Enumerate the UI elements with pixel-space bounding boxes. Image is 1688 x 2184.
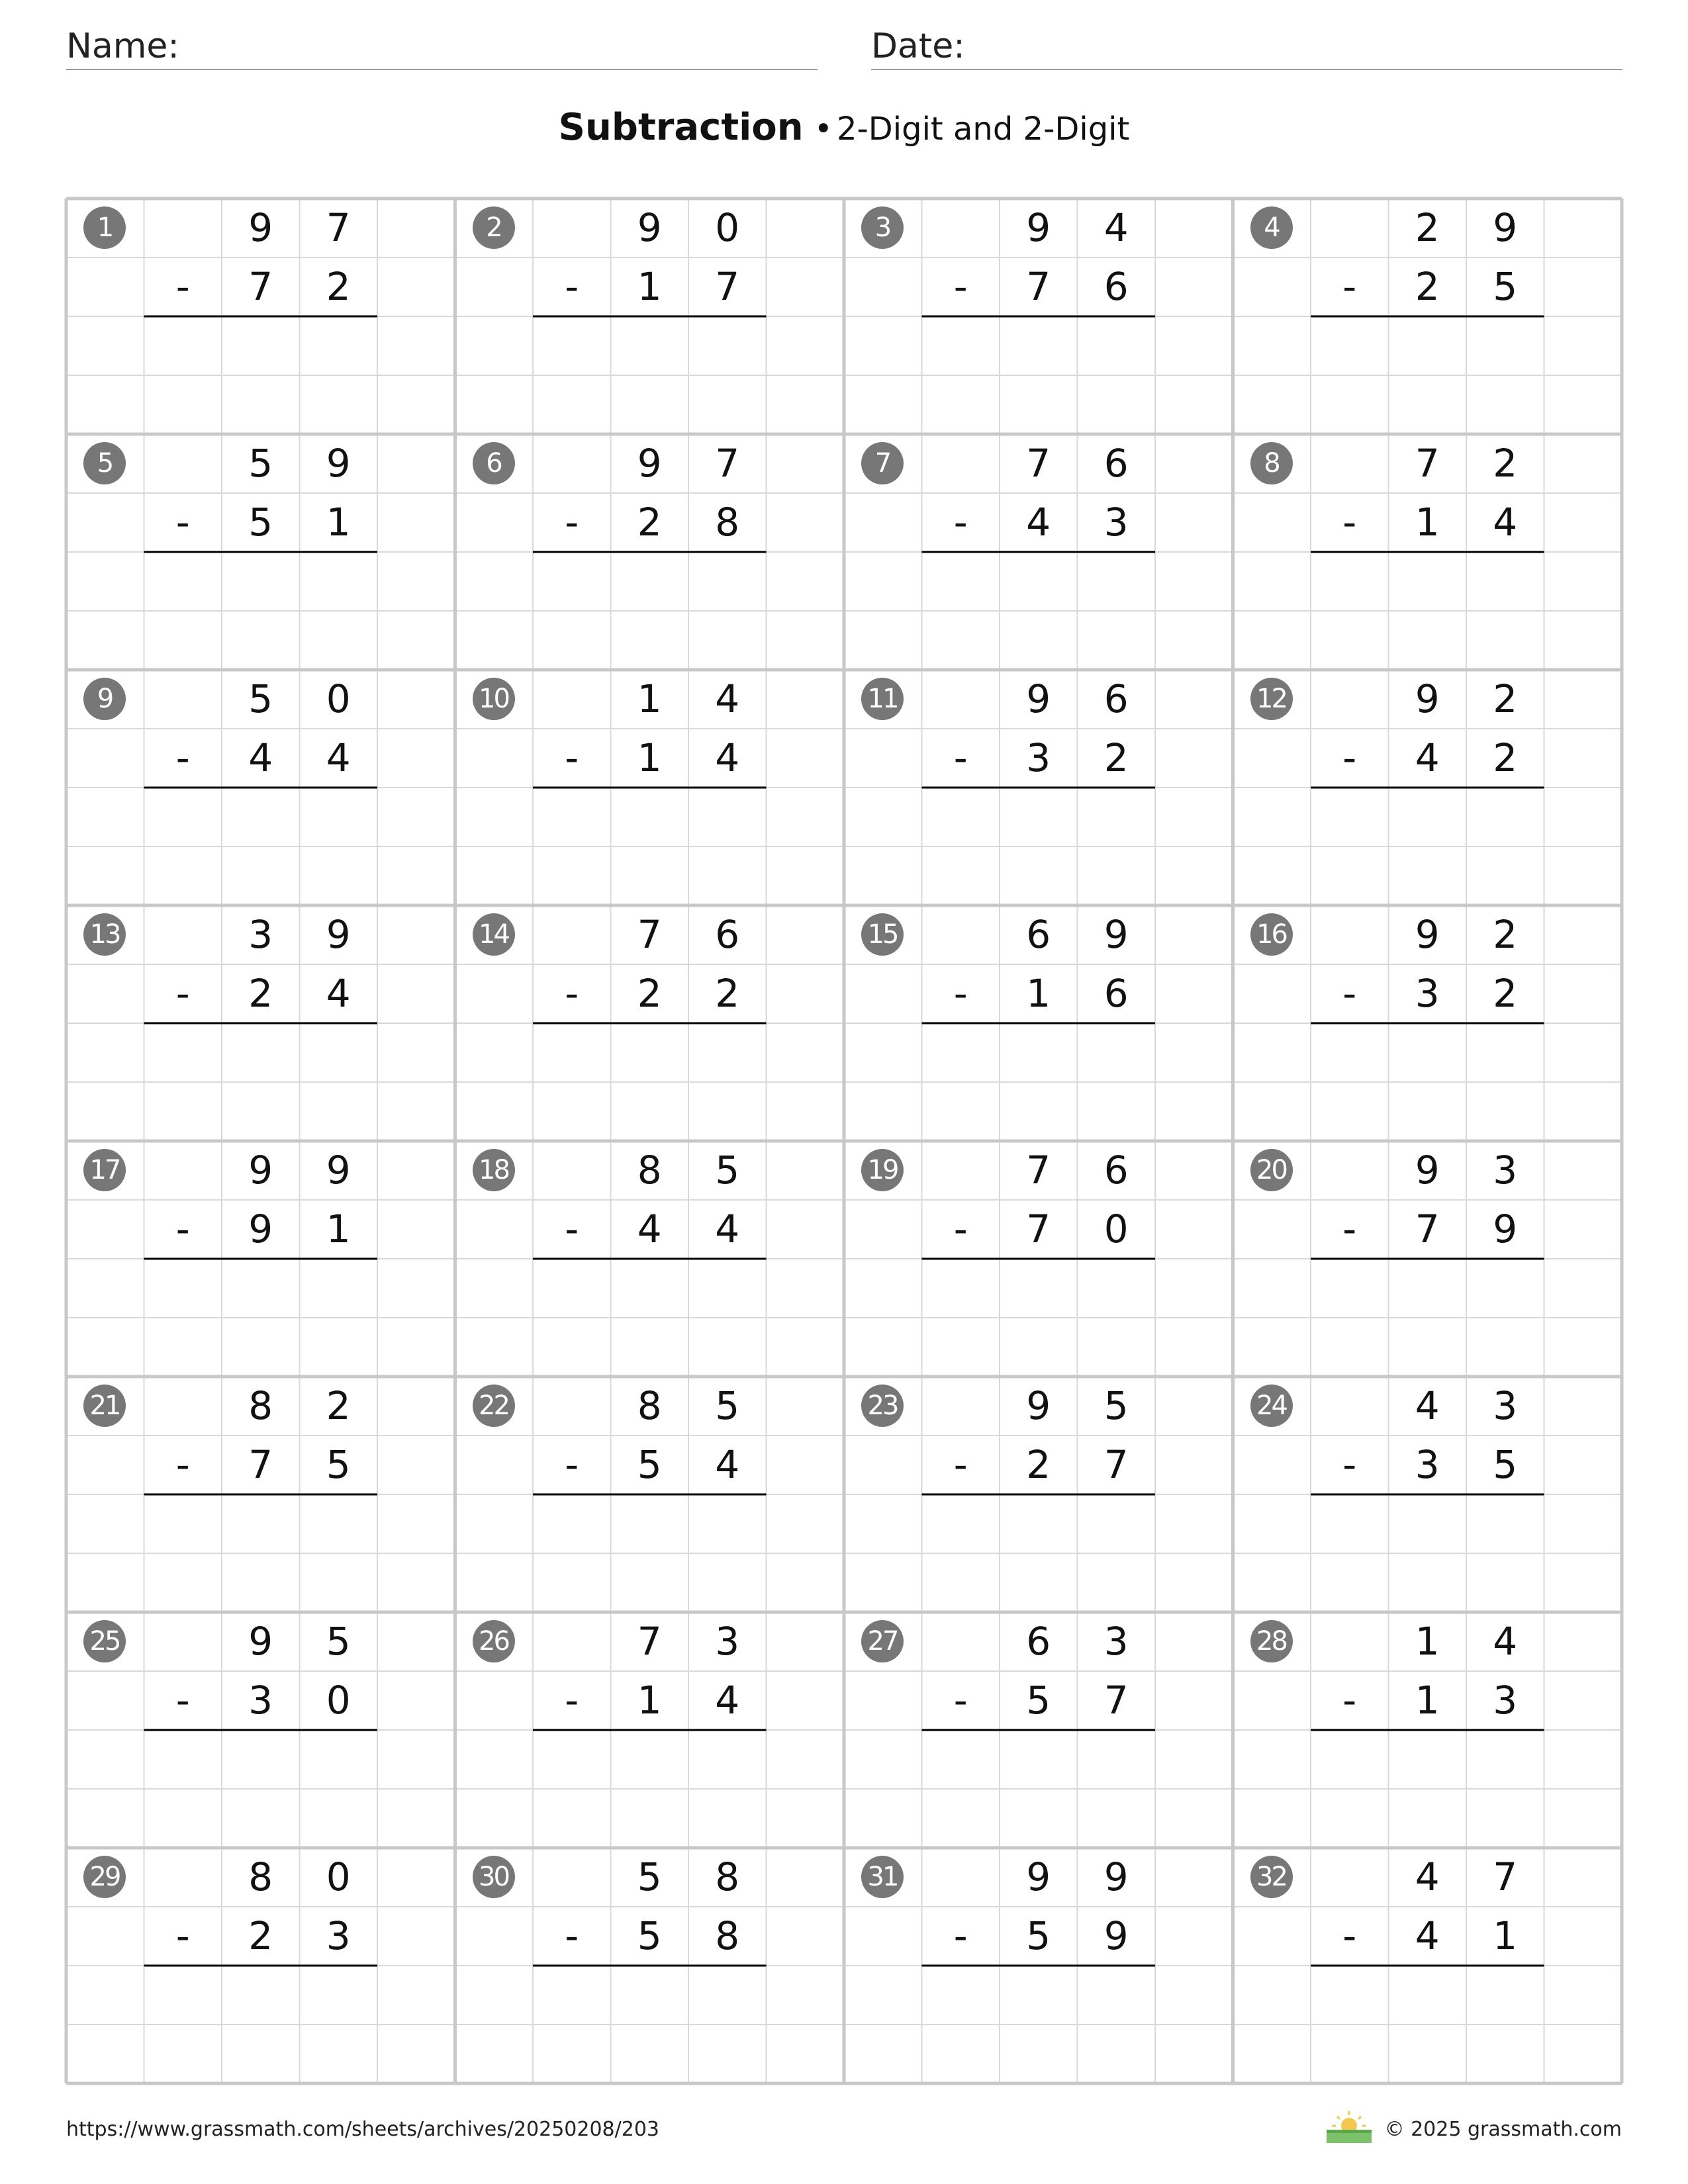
subtrahend-tens-digit: 7 <box>248 264 273 309</box>
minuend-ones-digit: 5 <box>1103 1383 1129 1428</box>
subtrahend-tens-digit: 4 <box>637 1206 662 1251</box>
minuend-ones-digit: 2 <box>326 1383 351 1428</box>
problem-cell <box>66 670 455 905</box>
minuend-tens-digit: 5 <box>637 1854 662 1899</box>
minuend-ones-digit: 9 <box>1493 205 1518 250</box>
subtrahend-ones-digit: 7 <box>1103 1442 1129 1487</box>
subtrahend-ones-digit: 2 <box>715 971 740 1016</box>
minus-sign: - <box>1342 971 1357 1016</box>
answer-area[interactable] <box>922 788 1156 846</box>
minuend-tens-digit: 9 <box>637 441 662 486</box>
subtrahend-tens-digit: 7 <box>248 1442 273 1487</box>
problem-cell <box>66 1612 455 1848</box>
problem-number-badge: 25 <box>83 1620 126 1662</box>
minuend-ones-digit: 8 <box>715 1854 740 1899</box>
minus-sign: - <box>1342 735 1357 780</box>
minuend-ones-digit: 6 <box>715 912 740 957</box>
subtrahend-tens-digit: 5 <box>1026 1678 1051 1723</box>
minuend-tens-digit: 9 <box>1026 676 1051 721</box>
subtrahend-tens-digit: 2 <box>1415 264 1440 309</box>
minuend-tens-digit: 7 <box>1026 441 1051 486</box>
subtrahend-tens-digit: 3 <box>1415 971 1440 1016</box>
subtrahend-ones-digit: 4 <box>715 735 740 780</box>
problem-number-badge: 2 <box>473 206 515 249</box>
subtrahend-ones-digit: 4 <box>715 1206 740 1251</box>
minuend-tens-digit: 4 <box>1415 1383 1440 1428</box>
minuend-ones-digit: 9 <box>1103 912 1129 957</box>
answer-area[interactable] <box>144 552 378 611</box>
subtrahend-ones-digit: 6 <box>1103 971 1129 1016</box>
problem-cell <box>455 1612 845 1848</box>
minuend-ones-digit: 9 <box>1103 1854 1129 1899</box>
subtrahend-ones-digit: 1 <box>326 500 351 545</box>
minus-sign: - <box>175 1442 190 1487</box>
minuend-ones-digit: 0 <box>326 1854 351 1899</box>
subtrahend-tens-digit: 3 <box>248 1678 273 1723</box>
problem-number-badge: 32 <box>1250 1856 1293 1898</box>
problem-cell <box>455 670 845 905</box>
problem-cell <box>455 434 845 670</box>
minus-sign: - <box>1342 1442 1357 1487</box>
minuend-ones-digit: 0 <box>715 205 740 250</box>
answer-area[interactable] <box>144 1023 378 1082</box>
answer-area[interactable] <box>144 1966 378 2025</box>
problem-cell <box>1233 905 1622 1141</box>
footer-copyright: © 2025 grassmath.com <box>1384 2118 1622 2141</box>
problem-number-badge: 1 <box>83 206 126 249</box>
problem-cell <box>455 1141 845 1377</box>
problem-cell <box>455 1848 845 2083</box>
answer-area[interactable] <box>533 1730 767 1789</box>
minus-sign: - <box>175 264 190 309</box>
minuend-tens-digit: 7 <box>1026 1148 1051 1193</box>
answer-area[interactable] <box>533 1966 767 2025</box>
subtrahend-ones-digit: 9 <box>1103 1913 1129 1958</box>
answer-area[interactable] <box>1311 552 1544 611</box>
problem-cell <box>66 199 455 434</box>
subtrahend-tens-digit: 1 <box>637 1678 662 1723</box>
problem-number-badge: 8 <box>1250 442 1293 484</box>
minus-sign: - <box>565 971 579 1016</box>
subtrahend-ones-digit: 1 <box>1493 1913 1518 1958</box>
problem-cell <box>66 1377 455 1612</box>
minuend-ones-digit: 3 <box>715 1619 740 1664</box>
subtrahend-ones-digit: 3 <box>326 1913 351 1958</box>
subtrahend-tens-digit: 2 <box>1026 1442 1051 1487</box>
subtrahend-ones-digit: 1 <box>326 1206 351 1251</box>
minuend-ones-digit: 5 <box>715 1383 740 1428</box>
minus-sign: - <box>953 500 968 545</box>
subtrahend-tens-digit: 3 <box>1026 735 1051 780</box>
problem-number-badge: 14 <box>473 913 515 956</box>
minus-sign: - <box>953 1678 968 1723</box>
minuend-ones-digit: 9 <box>326 1148 351 1193</box>
subtrahend-tens-digit: 2 <box>248 971 273 1016</box>
subtrahend-ones-digit: 0 <box>326 1678 351 1723</box>
subtrahend-ones-digit: 7 <box>715 264 740 309</box>
minuend-ones-digit: 6 <box>1103 1148 1129 1193</box>
answer-area[interactable] <box>922 1259 1156 1318</box>
minus-sign: - <box>953 264 968 309</box>
problem-cell <box>844 1612 1233 1848</box>
subtrahend-ones-digit: 2 <box>326 264 351 309</box>
problem-cell <box>1233 1141 1622 1377</box>
minuend-ones-digit: 6 <box>1103 676 1129 721</box>
subtrahend-tens-digit: 1 <box>637 735 662 780</box>
minuend-ones-digit: 2 <box>1493 676 1518 721</box>
subtrahend-tens-digit: 7 <box>1415 1206 1440 1251</box>
minuend-ones-digit: 4 <box>1493 1619 1518 1664</box>
problem-number-badge: 23 <box>861 1385 904 1427</box>
minus-sign: - <box>565 1913 579 1958</box>
minuend-tens-digit: 7 <box>637 1619 662 1664</box>
grass-sun-logo-icon <box>1325 2110 1373 2144</box>
answer-area[interactable] <box>922 1023 1156 1082</box>
problem-number-badge: 29 <box>83 1856 126 1898</box>
answer-area[interactable] <box>533 1023 767 1082</box>
minuend-ones-digit: 9 <box>326 441 351 486</box>
answer-area[interactable] <box>533 788 767 846</box>
problem-number-badge: 7 <box>861 442 904 484</box>
problem-cell <box>1233 199 1622 434</box>
minuend-tens-digit: 9 <box>1026 1854 1051 1899</box>
minus-sign: - <box>953 1206 968 1251</box>
subtrahend-ones-digit: 3 <box>1493 1678 1518 1723</box>
minuend-ones-digit: 0 <box>326 676 351 721</box>
minuend-tens-digit: 9 <box>248 1619 273 1664</box>
minuend-tens-digit: 9 <box>248 1148 273 1193</box>
subtrahend-tens-digit: 3 <box>1415 1442 1440 1487</box>
problem-cell <box>844 1141 1233 1377</box>
problem-number-badge: 4 <box>1250 206 1293 249</box>
minuend-tens-digit: 1 <box>637 676 662 721</box>
minuend-ones-digit: 4 <box>715 676 740 721</box>
minus-sign: - <box>953 971 968 1016</box>
problem-number-badge: 12 <box>1250 678 1293 720</box>
problem-cell <box>455 1377 845 1612</box>
problem-number-badge: 9 <box>83 678 126 720</box>
minuend-ones-digit: 7 <box>326 205 351 250</box>
minuend-tens-digit: 1 <box>1415 1619 1440 1664</box>
subtrahend-ones-digit: 3 <box>1103 500 1129 545</box>
problem-cell <box>66 434 455 670</box>
problem-number-badge: 10 <box>473 678 515 720</box>
minus-sign: - <box>953 1913 968 1958</box>
minuend-tens-digit: 5 <box>248 676 273 721</box>
minus-sign: - <box>175 1678 190 1723</box>
subtrahend-ones-digit: 5 <box>326 1442 351 1487</box>
minus-sign: - <box>565 1678 579 1723</box>
minus-sign: - <box>1342 1678 1357 1723</box>
subtrahend-tens-digit: 7 <box>1026 1206 1051 1251</box>
subtrahend-tens-digit: 5 <box>1026 1913 1051 1958</box>
answer-area[interactable] <box>922 1730 1156 1789</box>
minuend-ones-digit: 5 <box>326 1619 351 1664</box>
problem-number-badge: 24 <box>1250 1385 1293 1427</box>
minus-sign: - <box>175 500 190 545</box>
subtrahend-tens-digit: 5 <box>637 1913 662 1958</box>
minuend-tens-digit: 9 <box>1415 912 1440 957</box>
minuend-tens-digit: 8 <box>248 1383 273 1428</box>
subtrahend-tens-digit: 4 <box>1415 735 1440 780</box>
title-main: Subtraction <box>558 106 804 149</box>
problem-number-badge: 21 <box>83 1385 126 1427</box>
answer-area[interactable] <box>922 1966 1156 2025</box>
subtrahend-ones-digit: 6 <box>1103 264 1129 309</box>
problem-number-badge: 3 <box>861 206 904 249</box>
minus-sign: - <box>565 1206 579 1251</box>
answer-area[interactable] <box>1311 1494 1544 1553</box>
problem-cell <box>66 1141 455 1377</box>
minuend-tens-digit: 7 <box>1415 441 1440 486</box>
problem-cell <box>1233 1377 1622 1612</box>
minus-sign: - <box>1342 1206 1357 1251</box>
problem-cell <box>66 905 455 1141</box>
minuend-tens-digit: 3 <box>248 912 273 957</box>
minuend-tens-digit: 9 <box>1415 676 1440 721</box>
problem-number-badge: 20 <box>1250 1149 1293 1191</box>
subtrahend-ones-digit: 4 <box>326 971 351 1016</box>
problem-number-badge: 26 <box>473 1620 515 1662</box>
subtrahend-tens-digit: 7 <box>1026 264 1051 309</box>
minuend-ones-digit: 6 <box>1103 441 1129 486</box>
problem-cell <box>844 434 1233 670</box>
answer-area[interactable] <box>922 316 1156 375</box>
subtrahend-tens-digit: 2 <box>248 1913 273 1958</box>
minuend-tens-digit: 9 <box>1026 1383 1051 1428</box>
problem-cell <box>66 1848 455 2083</box>
problem-number-badge: 5 <box>83 442 126 484</box>
subtrahend-tens-digit: 4 <box>1415 1913 1440 1958</box>
answer-area[interactable] <box>1311 1730 1544 1789</box>
problem-number-badge: 19 <box>861 1149 904 1191</box>
subtrahend-tens-digit: 2 <box>637 971 662 1016</box>
problem-number-badge: 18 <box>473 1149 515 1191</box>
answer-area[interactable] <box>144 1730 378 1789</box>
answer-area[interactable] <box>144 1259 378 1318</box>
problem-number-badge: 31 <box>861 1856 904 1898</box>
problem-number-badge: 30 <box>473 1856 515 1898</box>
problem-number-badge: 28 <box>1250 1620 1293 1662</box>
minuend-ones-digit: 7 <box>715 441 740 486</box>
minus-sign: - <box>175 1913 190 1958</box>
minus-sign: - <box>953 735 968 780</box>
subtrahend-ones-digit: 2 <box>1493 735 1518 780</box>
minuend-tens-digit: 2 <box>1415 205 1440 250</box>
name-label: Name: <box>66 26 179 66</box>
minuend-ones-digit: 3 <box>1103 1619 1129 1664</box>
problem-number-badge: 15 <box>861 913 904 956</box>
problem-number-badge: 17 <box>83 1149 126 1191</box>
problem-cell <box>455 199 845 434</box>
subtrahend-ones-digit: 9 <box>1493 1206 1518 1251</box>
subtrahend-ones-digit: 5 <box>1493 264 1518 309</box>
subtrahend-ones-digit: 2 <box>1103 735 1129 780</box>
minuend-tens-digit: 8 <box>248 1854 273 1899</box>
problem-number-badge: 16 <box>1250 913 1293 956</box>
minus-sign: - <box>175 971 190 1016</box>
answer-area[interactable] <box>1311 1966 1544 2025</box>
subtrahend-ones-digit: 4 <box>715 1442 740 1487</box>
problem-cell <box>1233 1848 1622 2083</box>
problem-cell <box>844 1377 1233 1612</box>
minuend-ones-digit: 2 <box>1493 912 1518 957</box>
minus-sign: - <box>1342 264 1357 309</box>
subtrahend-ones-digit: 5 <box>1493 1442 1518 1487</box>
minuend-tens-digit: 9 <box>1415 1148 1440 1193</box>
problem-number-badge: 13 <box>83 913 126 956</box>
minuend-tens-digit: 6 <box>1026 1619 1051 1664</box>
minus-sign: - <box>565 500 579 545</box>
subtrahend-tens-digit: 4 <box>1026 500 1051 545</box>
answer-area[interactable] <box>922 552 1156 611</box>
subtrahend-tens-digit: 1 <box>1415 500 1440 545</box>
answer-area[interactable] <box>922 1494 1156 1553</box>
minuend-ones-digit: 7 <box>1493 1854 1518 1899</box>
title-separator: • <box>814 111 833 148</box>
minus-sign: - <box>175 1206 190 1251</box>
subtrahend-ones-digit: 7 <box>1103 1678 1129 1723</box>
footer-url: https://www.grassmath.com/sheets/archives/20250208/203 <box>66 2118 660 2141</box>
answer-area[interactable] <box>533 1259 767 1318</box>
subtrahend-ones-digit: 4 <box>1493 500 1518 545</box>
answer-area[interactable] <box>144 1494 378 1553</box>
title-subtitle: 2-Digit and 2-Digit <box>836 111 1130 148</box>
problem-cell <box>844 199 1233 434</box>
answer-area[interactable] <box>144 788 378 846</box>
minus-sign: - <box>565 735 579 780</box>
subtrahend-ones-digit: 8 <box>715 1913 740 1958</box>
minuend-tens-digit: 8 <box>637 1148 662 1193</box>
problem-number-badge: 27 <box>861 1620 904 1662</box>
minus-sign: - <box>1342 1913 1357 1958</box>
subtrahend-tens-digit: 2 <box>637 500 662 545</box>
subtrahend-tens-digit: 4 <box>248 735 273 780</box>
subtrahend-ones-digit: 4 <box>326 735 351 780</box>
subtrahend-tens-digit: 1 <box>1026 971 1051 1016</box>
problem-cell <box>455 905 845 1141</box>
answer-area[interactable] <box>144 316 378 375</box>
minuend-tens-digit: 9 <box>248 205 273 250</box>
subtrahend-ones-digit: 2 <box>1493 971 1518 1016</box>
problem-cell <box>844 905 1233 1141</box>
problem-number-badge: 6 <box>473 442 515 484</box>
minuend-ones-digit: 3 <box>1493 1148 1518 1193</box>
minuend-tens-digit: 8 <box>637 1383 662 1428</box>
subtrahend-ones-digit: 8 <box>715 500 740 545</box>
problem-cell <box>1233 1612 1622 1848</box>
problem-cell <box>1233 434 1622 670</box>
minuend-ones-digit: 2 <box>1493 441 1518 486</box>
answer-area[interactable] <box>1311 1259 1544 1318</box>
answer-area[interactable] <box>1311 788 1544 846</box>
subtrahend-tens-digit: 9 <box>248 1206 273 1251</box>
problem-cell <box>844 670 1233 905</box>
minuend-tens-digit: 4 <box>1415 1854 1440 1899</box>
answer-area[interactable] <box>1311 1023 1544 1082</box>
problem-cell <box>844 1848 1233 2083</box>
minuend-tens-digit: 5 <box>248 441 273 486</box>
minuend-ones-digit: 5 <box>715 1148 740 1193</box>
problem-number-badge: 22 <box>473 1385 515 1427</box>
minuend-tens-digit: 6 <box>1026 912 1051 957</box>
minus-sign: - <box>953 1442 968 1487</box>
answer-area[interactable] <box>1311 316 1544 375</box>
answer-area[interactable] <box>533 316 767 375</box>
minus-sign: - <box>565 264 579 309</box>
date-label: Date: <box>871 26 965 66</box>
subtrahend-tens-digit: 1 <box>637 264 662 309</box>
problem-cell <box>1233 670 1622 905</box>
minuend-ones-digit: 3 <box>1493 1383 1518 1428</box>
problem-number-badge: 11 <box>861 678 904 720</box>
minuend-tens-digit: 9 <box>637 205 662 250</box>
minus-sign: - <box>565 1442 579 1487</box>
minuend-tens-digit: 7 <box>637 912 662 957</box>
subtrahend-ones-digit: 4 <box>715 1678 740 1723</box>
minuend-tens-digit: 9 <box>1026 205 1051 250</box>
answer-area[interactable] <box>533 552 767 611</box>
minuend-ones-digit: 9 <box>326 912 351 957</box>
answer-area[interactable] <box>533 1494 767 1553</box>
subtrahend-tens-digit: 5 <box>637 1442 662 1487</box>
subtrahend-tens-digit: 5 <box>248 500 273 545</box>
minus-sign: - <box>1342 500 1357 545</box>
subtrahend-ones-digit: 0 <box>1103 1206 1129 1251</box>
subtrahend-tens-digit: 1 <box>1415 1678 1440 1723</box>
minus-sign: - <box>175 735 190 780</box>
minuend-ones-digit: 4 <box>1103 205 1129 250</box>
